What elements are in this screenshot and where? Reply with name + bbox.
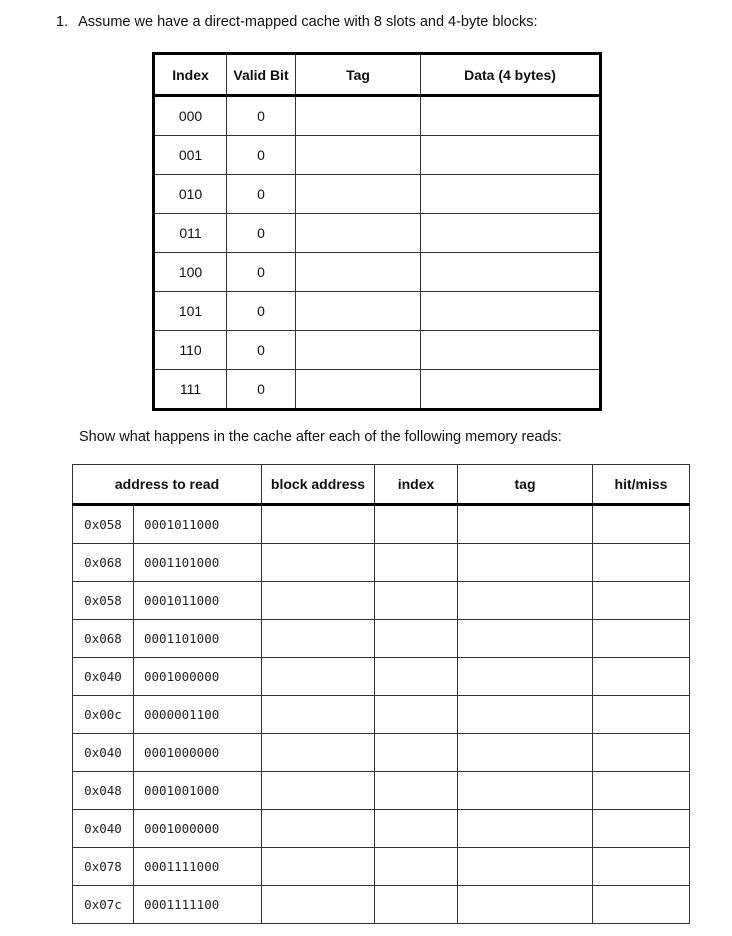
read-cell-binary-address: 0001111100 bbox=[134, 886, 262, 924]
read-cell-tag bbox=[458, 620, 593, 658]
read-cell-hit-miss bbox=[593, 886, 690, 924]
cache-cell-data bbox=[421, 253, 601, 292]
cache-cell-valid-bit: 0 bbox=[227, 331, 296, 370]
read-row bbox=[73, 505, 690, 544]
read-cell-hit-miss bbox=[593, 658, 690, 696]
read-cell-block-address bbox=[262, 582, 375, 620]
read-cell-binary-address: 0001001000 bbox=[134, 772, 262, 810]
cache-cell-valid-bit: 0 bbox=[227, 96, 296, 136]
cache-cell-data bbox=[421, 214, 601, 253]
read-cell-binary-address: 0000001100 bbox=[134, 696, 262, 734]
read-cell-hex-address: 0x058 bbox=[73, 505, 134, 544]
read-cell-block-address bbox=[262, 848, 375, 886]
read-row bbox=[73, 696, 690, 734]
question-prompt: Assume we have a direct-mapped cache with 8 slots and 4-byte blocks: bbox=[78, 14, 538, 30]
cache-cell-valid-bit: 0 bbox=[227, 214, 296, 253]
cache-cell-tag bbox=[296, 331, 421, 370]
reads-header-hit-miss: hit/miss bbox=[593, 465, 690, 505]
read-row bbox=[73, 848, 690, 886]
cache-header-tag: Tag bbox=[296, 54, 421, 96]
cache-header-index: Index bbox=[154, 54, 227, 96]
read-cell-index bbox=[375, 848, 458, 886]
read-cell-tag bbox=[458, 505, 593, 544]
read-cell-tag bbox=[458, 582, 593, 620]
cache-header-data: Data (4 bytes) bbox=[421, 54, 601, 96]
read-cell-hex-address: 0x058 bbox=[73, 582, 134, 620]
read-cell-hex-address: 0x040 bbox=[73, 810, 134, 848]
read-cell-tag bbox=[458, 886, 593, 924]
read-cell-hit-miss bbox=[593, 734, 690, 772]
read-cell-hex-address: 0x068 bbox=[73, 620, 134, 658]
cache-cell-index: 101 bbox=[154, 292, 227, 331]
cache-cell-data bbox=[421, 96, 601, 136]
read-cell-hit-miss bbox=[593, 848, 690, 886]
cache-row bbox=[154, 96, 601, 136]
read-cell-binary-address: 0001101000 bbox=[134, 620, 262, 658]
read-cell-tag bbox=[458, 658, 593, 696]
cache-cell-index: 100 bbox=[154, 253, 227, 292]
cache-cell-index: 000 bbox=[154, 96, 227, 136]
read-cell-hit-miss bbox=[593, 620, 690, 658]
cache-cell-index: 010 bbox=[154, 175, 227, 214]
read-cell-block-address bbox=[262, 734, 375, 772]
read-cell-hit-miss bbox=[593, 582, 690, 620]
cache-cell-data bbox=[421, 136, 601, 175]
read-cell-index bbox=[375, 886, 458, 924]
cache-cell-tag bbox=[296, 175, 421, 214]
cache-header-row bbox=[154, 54, 601, 96]
cache-cell-data bbox=[421, 175, 601, 214]
memory-reads-table bbox=[72, 464, 690, 924]
read-cell-tag bbox=[458, 696, 593, 734]
cache-cell-data bbox=[421, 292, 601, 331]
cache-header-valid-bit: Valid Bit bbox=[227, 54, 296, 96]
read-cell-hit-miss bbox=[593, 505, 690, 544]
read-cell-index bbox=[375, 810, 458, 848]
read-cell-binary-address: 0001101000 bbox=[134, 544, 262, 582]
read-cell-block-address bbox=[262, 620, 375, 658]
read-cell-binary-address: 0001011000 bbox=[134, 505, 262, 544]
read-cell-hex-address: 0x040 bbox=[73, 658, 134, 696]
reads-header-tag: tag bbox=[458, 465, 593, 505]
read-cell-index bbox=[375, 658, 458, 696]
read-cell-hit-miss bbox=[593, 772, 690, 810]
read-cell-hit-miss bbox=[593, 544, 690, 582]
reads-header-row bbox=[73, 465, 690, 505]
read-cell-index bbox=[375, 772, 458, 810]
cache-cell-tag bbox=[296, 253, 421, 292]
cache-row bbox=[154, 214, 601, 253]
read-cell-block-address bbox=[262, 886, 375, 924]
read-cell-binary-address: 0001111000 bbox=[134, 848, 262, 886]
read-cell-tag bbox=[458, 848, 593, 886]
read-cell-block-address bbox=[262, 696, 375, 734]
read-cell-block-address bbox=[262, 544, 375, 582]
read-cell-block-address bbox=[262, 772, 375, 810]
question-number: 1. bbox=[56, 14, 69, 30]
cache-row bbox=[154, 136, 601, 175]
read-cell-hex-address: 0x040 bbox=[73, 734, 134, 772]
read-cell-block-address bbox=[262, 810, 375, 848]
reads-header-block-address: block address bbox=[262, 465, 375, 505]
cache-row bbox=[154, 370, 601, 410]
read-row bbox=[73, 734, 690, 772]
read-cell-tag bbox=[458, 544, 593, 582]
cache-cell-tag bbox=[296, 370, 421, 410]
read-cell-hex-address: 0x00c bbox=[73, 696, 134, 734]
read-cell-binary-address: 0001000000 bbox=[134, 810, 262, 848]
question-text bbox=[56, 14, 538, 30]
cache-cell-valid-bit: 0 bbox=[227, 370, 296, 410]
read-cell-tag bbox=[458, 734, 593, 772]
read-cell-block-address bbox=[262, 658, 375, 696]
cache-row bbox=[154, 331, 601, 370]
read-cell-index bbox=[375, 734, 458, 772]
read-cell-binary-address: 0001000000 bbox=[134, 734, 262, 772]
read-cell-binary-address: 0001000000 bbox=[134, 658, 262, 696]
cache-table bbox=[152, 52, 602, 411]
read-cell-hex-address: 0x078 bbox=[73, 848, 134, 886]
cache-cell-data bbox=[421, 370, 601, 410]
read-cell-block-address bbox=[262, 505, 375, 544]
cache-cell-index: 110 bbox=[154, 331, 227, 370]
read-cell-hex-address: 0x068 bbox=[73, 544, 134, 582]
read-row bbox=[73, 620, 690, 658]
cache-cell-index: 001 bbox=[154, 136, 227, 175]
cache-cell-valid-bit: 0 bbox=[227, 292, 296, 331]
read-row bbox=[73, 658, 690, 696]
cache-cell-valid-bit: 0 bbox=[227, 136, 296, 175]
cache-cell-index: 011 bbox=[154, 214, 227, 253]
cache-cell-valid-bit: 0 bbox=[227, 175, 296, 214]
read-cell-index bbox=[375, 696, 458, 734]
read-cell-hex-address: 0x048 bbox=[73, 772, 134, 810]
read-cell-binary-address: 0001011000 bbox=[134, 582, 262, 620]
read-cell-tag bbox=[458, 772, 593, 810]
cache-cell-tag bbox=[296, 136, 421, 175]
cache-row bbox=[154, 292, 601, 331]
reads-header-address: address to read bbox=[73, 465, 262, 505]
read-cell-hit-miss bbox=[593, 696, 690, 734]
read-row bbox=[73, 810, 690, 848]
cache-cell-valid-bit: 0 bbox=[227, 253, 296, 292]
cache-cell-tag bbox=[296, 214, 421, 253]
cache-cell-tag bbox=[296, 96, 421, 136]
read-row bbox=[73, 886, 690, 924]
cache-cell-data bbox=[421, 331, 601, 370]
cache-cell-index: 111 bbox=[154, 370, 227, 410]
read-cell-index bbox=[375, 582, 458, 620]
read-cell-tag bbox=[458, 810, 593, 848]
read-cell-index bbox=[375, 620, 458, 658]
read-cell-index bbox=[375, 544, 458, 582]
read-cell-hit-miss bbox=[593, 810, 690, 848]
instruction-text: Show what happens in the cache after each of the following memory reads: bbox=[79, 429, 562, 445]
cache-cell-tag bbox=[296, 292, 421, 331]
read-row bbox=[73, 582, 690, 620]
cache-row bbox=[154, 175, 601, 214]
read-cell-index bbox=[375, 505, 458, 544]
read-cell-hex-address: 0x07c bbox=[73, 886, 134, 924]
read-row bbox=[73, 544, 690, 582]
read-row bbox=[73, 772, 690, 810]
reads-header-index: index bbox=[375, 465, 458, 505]
cache-row bbox=[154, 253, 601, 292]
